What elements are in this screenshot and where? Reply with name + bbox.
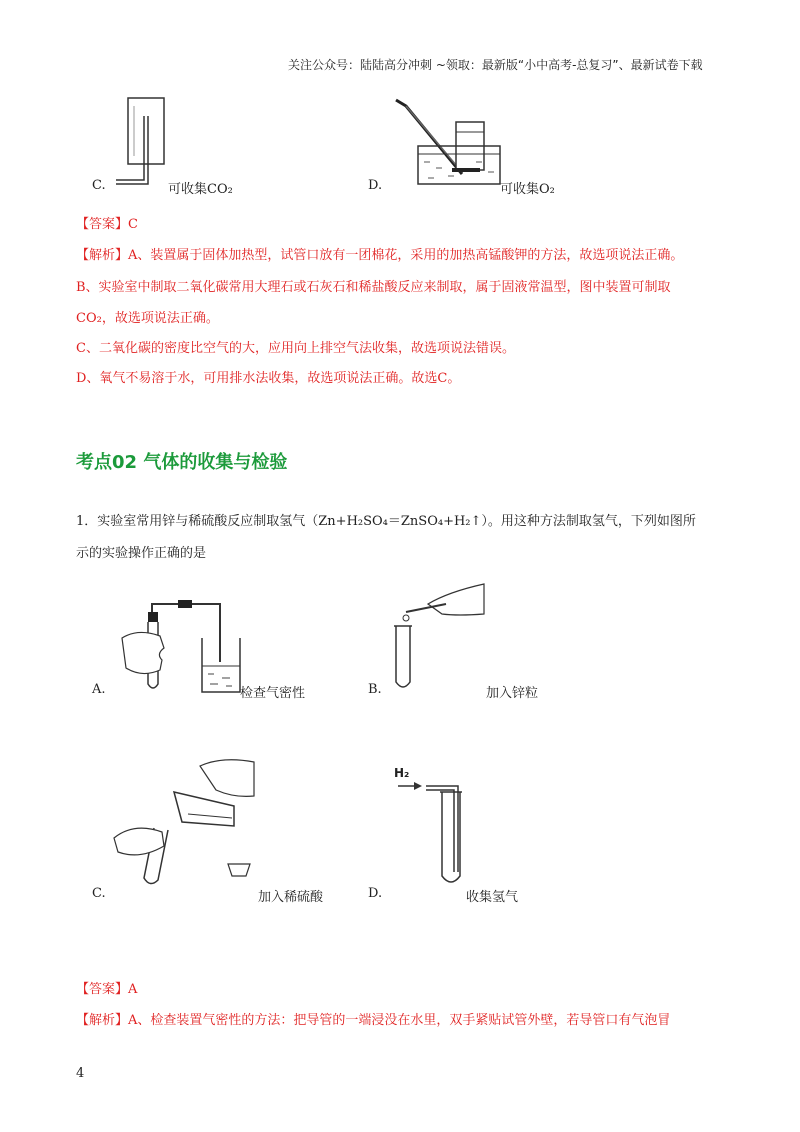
analysis-1-line-3: CO₂，故选项说法正确。 bbox=[76, 311, 219, 326]
question-line-1: 1．实验室常用锌与稀硫酸反应制取氢气（Zn+H₂SO₄＝ZnSO₄+H₂↑）。用这种方法制取氢气，下列如图所 bbox=[76, 514, 696, 529]
analysis-2-line-1: 【解析】A、检查装置气密性的方法：把导管的一端浸没在水里，双手紧贴试管外壁，若导管口有气泡冒 bbox=[76, 1013, 671, 1028]
section-title: 考点02 气体的收集与检验 bbox=[76, 452, 288, 473]
page-header: 关注公众号：陆陆高分冲刺 ~领取：最新版“小中高考-总复习”、最新试卷下载 bbox=[288, 58, 703, 72]
figure-prev-c-collect-co2 bbox=[108, 96, 168, 186]
prev-option-d-letter: D. bbox=[368, 178, 383, 193]
option-b-letter: B. bbox=[368, 682, 382, 697]
prev-option-c-letter: C. bbox=[92, 178, 106, 193]
question-line-2: 示的实验操作正确的是 bbox=[76, 546, 207, 561]
analysis-1-line-1: 【解析】A、装置属于固体加热型，试管口放有一团棉花，采用的加热高锰酸钾的方法，故选项说法正确。 bbox=[76, 248, 684, 263]
h2-label: H₂ bbox=[394, 766, 410, 780]
option-c-text: 加入稀硫酸 bbox=[258, 890, 324, 905]
figure-prev-d-collect-o2 bbox=[392, 96, 502, 188]
prev-option-d-text: 可收集O₂ bbox=[500, 182, 555, 197]
analysis-1-line-4: C、二氧化碳的密度比空气的大，应用向上排空气法收集，故选项说法错误。 bbox=[76, 341, 515, 356]
option-d-letter: D. bbox=[368, 886, 383, 901]
page-number: 4 bbox=[76, 1066, 85, 1081]
option-b-text: 加入锌粒 bbox=[486, 686, 539, 701]
option-a-letter: A. bbox=[92, 682, 106, 697]
option-d-text: 收集氢气 bbox=[466, 890, 519, 905]
option-c-letter: C. bbox=[92, 886, 106, 901]
figure-a-airtightness-check bbox=[112, 592, 242, 696]
answer-2: 【答案】A bbox=[76, 982, 138, 997]
prev-option-c-text: 可收集CO₂ bbox=[168, 182, 233, 197]
option-a-text: 检查气密性 bbox=[240, 686, 306, 701]
figure-d-collect-hydrogen bbox=[392, 780, 482, 890]
figure-b-adding-zinc bbox=[388, 574, 488, 694]
analysis-1-line-2: B、实验室中制取二氧化碳常用大理石或石灰石和稀盐酸反应来制取，属于固液常温型，图中装置可制取 bbox=[76, 280, 671, 295]
analysis-1-line-5: D、氧气不易溶于水，可用排水法收集，故选项说法正确。故选C。 bbox=[76, 371, 461, 386]
answer-1: 【答案】C bbox=[76, 217, 138, 232]
figure-c-adding-acid bbox=[104, 756, 264, 890]
